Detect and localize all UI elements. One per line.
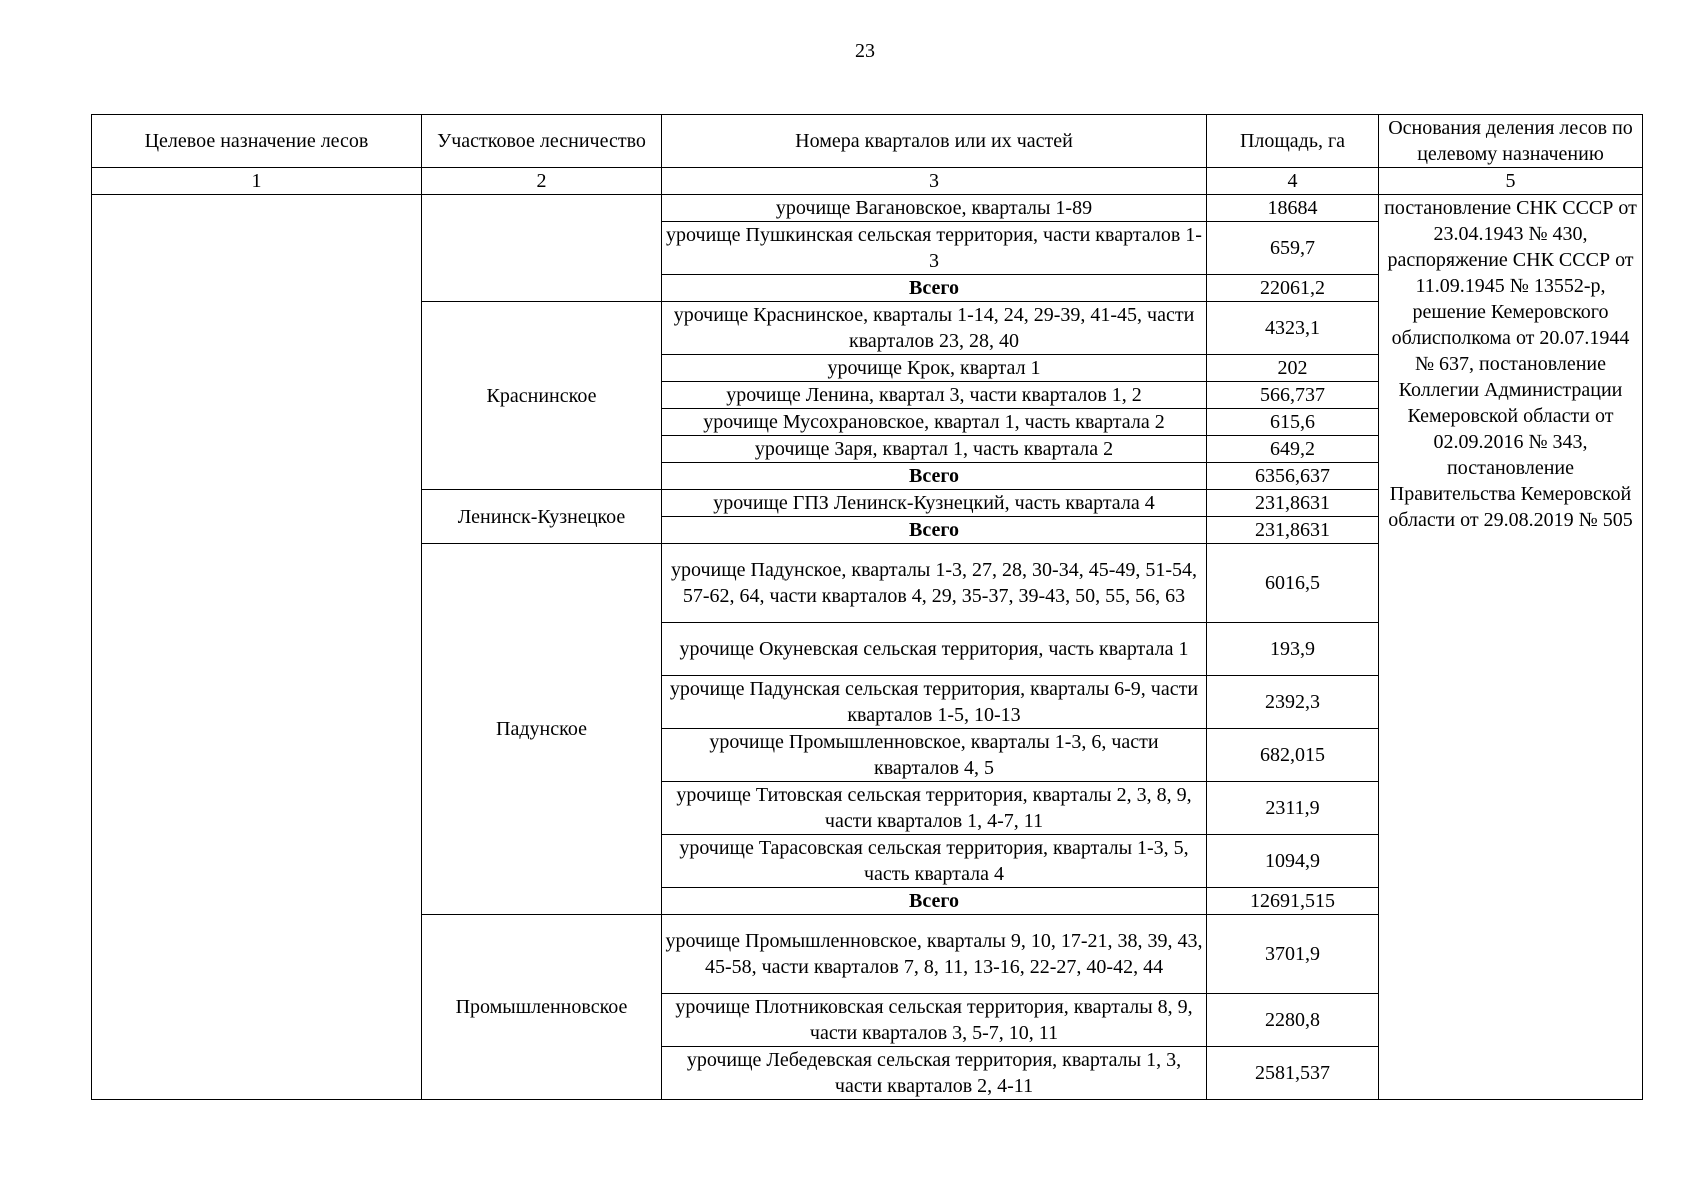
column-number: 1 [92, 168, 422, 195]
column-number: 2 [422, 168, 662, 195]
header-forestry: Участковое лесничество [422, 115, 662, 168]
forestry-cell [422, 195, 662, 302]
area-cell: 659,7 [1207, 222, 1379, 275]
area-cell: 2280,8 [1207, 994, 1379, 1047]
page-number: 23 [855, 40, 875, 62]
total-area: 22061,2 [1207, 275, 1379, 302]
area-cell: 2392,3 [1207, 676, 1379, 729]
quarters-cell: урочище Плотниковская сельская территория, кварталы 8, 9, части кварталов 3, 5-7, 10, 11 [662, 994, 1207, 1047]
column-number: 3 [662, 168, 1207, 195]
quarters-cell: урочище Пушкинская сельская территория, части кварталов 1-3 [662, 222, 1207, 275]
column-number-row [92, 168, 1643, 195]
total-area: 12691,515 [1207, 888, 1379, 915]
total-area: 6356,637 [1207, 463, 1379, 490]
header-quarters: Номера кварталов или их частей [662, 115, 1207, 168]
basis-cell: постановление СНК СССР от 23.04.1943 № 430, распоряжение СНК СССР от 11.09.1945 № 13552-р, решение Кемеровского облисполкома от 20.07.1944 № 637, постановление Коллегии Администрации Кемеровской области от 02.09.2016 № 343, постановление Правительства Кемеровской области от 29.08.2019 № 505 [1379, 195, 1643, 1100]
area-cell: 2311,9 [1207, 782, 1379, 835]
quarters-cell: урочище Мусохрановское, квартал 1, часть квартала 2 [662, 409, 1207, 436]
area-cell: 193,9 [1207, 623, 1379, 676]
quarters-cell: урочище Падунское, кварталы 1-3, 27, 28, 30-34, 45-49, 51-54, 57-62, 64, части кварталов 4, 29, 35-37, 39-43, 50, 55, 56, 63 [662, 544, 1207, 623]
quarters-cell: урочище Промышленновское, кварталы 1-3, 6, части кварталов 4, 5 [662, 729, 1207, 782]
area-cell: 566,737 [1207, 382, 1379, 409]
area-cell: 18684 [1207, 195, 1379, 222]
total-label: Всего [662, 463, 1207, 490]
quarters-cell: урочище Заря, квартал 1, часть квартала 2 [662, 436, 1207, 463]
forestry-cell: Промышленновское [422, 915, 662, 1100]
quarters-cell: урочище Промышленновское, кварталы 9, 10, 17-21, 38, 39, 43, 45-58, части кварталов 7, 8, 11, 13-16, 22-27, 40-42, 44 [662, 915, 1207, 994]
header-basis: Основания деления лесов по целевому назначению [1379, 115, 1643, 168]
area-cell: 3701,9 [1207, 915, 1379, 994]
area-cell: 202 [1207, 355, 1379, 382]
area-cell: 682,015 [1207, 729, 1379, 782]
quarters-cell: урочище Окуневская сельская территория, часть квартала 1 [662, 623, 1207, 676]
area-cell: 1094,9 [1207, 835, 1379, 888]
total-label: Всего [662, 888, 1207, 915]
forestry-cell: Падунское [422, 544, 662, 915]
header-area: Площадь, га [1207, 115, 1379, 168]
area-cell: 615,6 [1207, 409, 1379, 436]
quarters-cell: урочище ГПЗ Ленинск-Кузнецкий, часть квартала 4 [662, 490, 1207, 517]
quarters-cell: урочище Краснинское, кварталы 1-14, 24, 29-39, 41-45, части кварталов 23, 28, 40 [662, 302, 1207, 355]
header-purpose: Целевое назначение лесов [92, 115, 422, 168]
forestry-cell: Ленинск-Кузнецкое [422, 490, 662, 544]
quarters-cell: урочище Титовская сельская территория, кварталы 2, 3, 8, 9, части кварталов 1, 4-7, 11 [662, 782, 1207, 835]
forest-division-table [91, 114, 1643, 1100]
total-label: Всего [662, 517, 1207, 544]
column-number: 4 [1207, 168, 1379, 195]
quarters-cell: урочище Вагановское, кварталы 1-89 [662, 195, 1207, 222]
quarters-cell: урочище Лебедевская сельская территория, кварталы 1, 3, части кварталов 2, 4-11 [662, 1047, 1207, 1100]
forestry-cell: Краснинское [422, 302, 662, 490]
area-cell: 2581,537 [1207, 1047, 1379, 1100]
total-label: Всего [662, 275, 1207, 302]
area-cell: 649,2 [1207, 436, 1379, 463]
quarters-cell: урочище Крок, квартал 1 [662, 355, 1207, 382]
quarters-cell: урочище Тарасовская сельская территория, кварталы 1-3, 5, часть квартала 4 [662, 835, 1207, 888]
total-area: 231,8631 [1207, 517, 1379, 544]
area-cell: 4323,1 [1207, 302, 1379, 355]
quarters-cell: урочище Ленина, квартал 3, части кварталов 1, 2 [662, 382, 1207, 409]
header-row [92, 115, 1643, 168]
area-cell: 231,8631 [1207, 490, 1379, 517]
purpose-cell [92, 195, 422, 1100]
area-cell: 6016,5 [1207, 544, 1379, 623]
column-number: 5 [1379, 168, 1643, 195]
table-row [92, 195, 1643, 222]
quarters-cell: урочище Падунская сельская территория, кварталы 6-9, части кварталов 1-5, 10-13 [662, 676, 1207, 729]
